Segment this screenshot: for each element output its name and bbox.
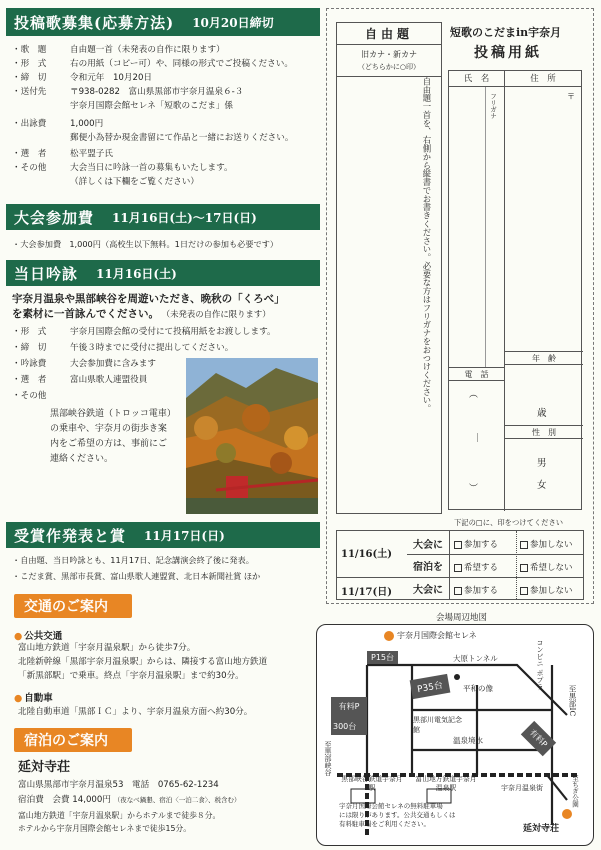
contest-row-value: （詳しくは下欄をご覧ください） xyxy=(70,177,199,187)
map-parking-note1: 宇奈月国際会館セレネの無料駐車場 xyxy=(339,802,443,810)
name-cell[interactable] xyxy=(449,87,505,367)
contest-row-value: 松平盟子氏 xyxy=(70,149,113,159)
checkbox[interactable] xyxy=(520,541,528,549)
contest-row-value: 大会当日に吟詠一首の募集もいたします。 xyxy=(70,163,233,173)
r2-want[interactable] xyxy=(454,561,498,573)
r1-nojoin[interactable] xyxy=(520,538,573,550)
map-onsen-gai: 宇奈月温泉街 xyxy=(501,784,543,792)
lodging-name: 延対寺荘 xyxy=(18,760,71,775)
vertical-note: 自由題一首を、右側から縦書でお書きください。必要な方はフリガナをおつけください。 xyxy=(422,77,432,413)
divider-v xyxy=(449,531,450,599)
transport-header: 交通のご案内 xyxy=(14,594,132,618)
phone-cell[interactable] xyxy=(449,381,505,511)
map-kurobe-ic: 至黒部IC xyxy=(568,685,577,717)
contest-row-value: 右の用紙（コピー可）や、同様の形式でご投稿ください。 xyxy=(70,59,293,69)
entry-header-row xyxy=(449,71,581,87)
map-entaiji: 延対寺荘 xyxy=(523,824,560,834)
awards-header xyxy=(6,522,320,548)
contest-row xyxy=(12,44,225,56)
ginei-row xyxy=(12,390,70,402)
contest-row xyxy=(12,72,152,84)
checkbox[interactable] xyxy=(454,587,462,595)
row1-label: 大会に xyxy=(413,540,443,551)
ginei-row-key: ・選 者 xyxy=(12,375,47,385)
map-paid-p-label: 有料P xyxy=(338,702,360,711)
form-header-line1: 短歌のこだまin宇奈月 xyxy=(450,26,562,39)
fee-line: ・大会参加費 1,000円（高校生以下無料。1日だけの参加も必要です） xyxy=(12,239,279,249)
ginei-title: 当日吟詠 xyxy=(14,264,79,283)
checkbox[interactable] xyxy=(454,564,462,572)
phone-paren-close: ︶ xyxy=(469,484,479,494)
ginei-other-line: 連絡ください。 xyxy=(50,454,114,464)
car-line: 北陸自動車道「黒部ＩＣ」より、宇奈月温泉方面へ約30分。 xyxy=(18,707,253,717)
ginei-row-value: 宇奈月国際会館の受付にて投稿用紙をお渡しします。 xyxy=(70,327,276,337)
map-heiwa: 平和の像 xyxy=(463,684,493,693)
d1-label: 11/16(土) xyxy=(341,549,392,560)
form-header-line2: 投稿用紙 xyxy=(474,45,542,61)
sex-label: 性 別 xyxy=(505,425,583,439)
map-p300: 300台 xyxy=(333,722,357,731)
r1-join[interactable] xyxy=(454,538,498,550)
contest-row-key: ・出詠費 xyxy=(12,119,47,129)
ginei-other-line: 黒部峡谷鉄道（トロッコ電車） xyxy=(50,409,176,419)
awards-title: 受賞作発表と賞 xyxy=(14,526,127,545)
ginei-lead2: を素材に一首詠んでください。 xyxy=(12,308,159,320)
free-title-box xyxy=(336,22,442,514)
contest-row-key: ・歌 題 xyxy=(12,45,47,55)
checkbox[interactable] xyxy=(520,564,528,572)
lodging-header: 宿泊のご案内 xyxy=(14,728,132,752)
contest-row xyxy=(12,86,243,98)
ginei-row-key: ・締 切 xyxy=(12,343,47,353)
map-p15: P15台 xyxy=(367,651,398,664)
map-parking-note3: 有料駐車場をご利用ください。 xyxy=(339,820,430,828)
lodging-access1: 富山地方鉄道「宇奈月温泉駅」からホテルまで徒歩８分。 xyxy=(18,811,221,820)
map-tunnel: 大原トンネル xyxy=(453,654,498,663)
lodging-price: 宿泊費 会費 14,000円 xyxy=(18,795,111,805)
phone-label: 電 話 xyxy=(449,367,505,381)
address-label: 住 所 xyxy=(530,74,556,84)
kana-note: 旧カナ・新カナ xyxy=(361,50,417,59)
contest-row-key: ・その他 xyxy=(12,163,47,173)
row2-label: 宿泊を xyxy=(413,562,443,573)
map-onsen-street: 温泉境水 xyxy=(453,736,483,745)
entry-table xyxy=(448,70,582,510)
contest-row-value: 令和元年 10月20日 xyxy=(70,73,153,83)
ginei-header xyxy=(6,260,320,286)
contest-title: 投稿歌募集(応募方法) xyxy=(14,13,175,32)
contest-row xyxy=(12,162,233,174)
ginei-row xyxy=(12,326,276,338)
r1-join-text: 参加する xyxy=(464,540,499,550)
lodging-price-note: （夜なべ鍋懇、宿泊〈一泊二食〉、税含む） xyxy=(113,796,241,804)
public-line-2: 「新黒部駅」で乗車。終点「宇奈月温泉駅」まで約30分。 xyxy=(18,671,244,681)
r1-nojoin-text: 参加しない xyxy=(530,540,573,550)
lodging-price-wrap xyxy=(18,794,240,806)
r3-nojoin[interactable] xyxy=(520,584,573,596)
form-instruction: 下記の□に、印をつけてください xyxy=(454,518,564,527)
free-title-writing-area[interactable] xyxy=(343,77,419,507)
fee-title: 大会参加費 xyxy=(14,208,95,227)
divider-2 xyxy=(337,577,583,578)
awards-line2: ・こだま賞、黒部市長賞、富山県歌人連盟賞、北日本新聞社賞 ほか xyxy=(12,571,261,581)
ginei-row xyxy=(12,342,233,354)
map-bunko: 至ちぎ公園 xyxy=(571,775,579,808)
schedule-table xyxy=(336,530,584,600)
ginei-row-value: 富山県歌人連盟役員 xyxy=(70,375,148,385)
ginei-other-line: の乗車や、宇奈月の街歩き案 xyxy=(50,424,167,434)
r3-join-text: 参加する xyxy=(464,586,499,596)
contest-row-value: 自由題一首（未発表の自作に限ります） xyxy=(70,45,225,55)
phone-paren-open: ︵ xyxy=(469,390,479,400)
kana-sub: （どちらかに○印） xyxy=(357,63,421,71)
map-kurobegawa: 黒部川電気記念館 xyxy=(413,716,462,734)
map xyxy=(316,624,594,846)
contest-deadline: 10月20日締切 xyxy=(192,15,274,30)
ginei-other-line: 内をご希望の方は、事前にご xyxy=(50,439,168,449)
contest-row-key: ・形 式 xyxy=(12,59,47,69)
contest-row xyxy=(12,148,113,160)
age-unit: 歳 xyxy=(537,408,547,419)
furigana-divider xyxy=(485,87,486,367)
public-transport-label: ● 公共交通 xyxy=(14,628,62,642)
contest-row xyxy=(12,132,293,144)
contest-row-key: ・締 切 xyxy=(12,73,47,83)
contest-row xyxy=(12,118,103,130)
female-option[interactable]: 女 xyxy=(537,480,547,491)
divider-v2 xyxy=(516,531,517,599)
autumn-photo-svg xyxy=(186,358,318,514)
public-line-0: 富山地方鉄道「宇奈月温泉駅」から徒歩7分。 xyxy=(18,643,196,653)
autumn-photo xyxy=(186,358,318,514)
fee-date: 11月16日(土)～17日(日) xyxy=(112,210,257,225)
contest-row xyxy=(12,176,199,188)
address-cell[interactable] xyxy=(505,87,581,511)
divider-1 xyxy=(407,554,583,555)
ginei-row-key: ・その他 xyxy=(12,391,47,401)
ginei-lead2-note: （未発表の自作に限ります） xyxy=(161,309,271,319)
ginei-row-value: 午後３時までに受付に提出してください。 xyxy=(70,343,234,353)
age-label: 年 齢 xyxy=(505,351,583,365)
r2-nowant[interactable] xyxy=(520,561,573,573)
map-convenience: コンビニ ポプラ xyxy=(536,639,544,691)
contest-row-value: 1,000円 xyxy=(70,119,104,129)
contest-row xyxy=(12,58,293,70)
checkbox[interactable] xyxy=(520,587,528,595)
r3-nojoin-text: 参加しない xyxy=(530,586,573,596)
checkbox[interactable] xyxy=(454,541,462,549)
age-cell[interactable] xyxy=(505,365,583,425)
row3-label: 大会に xyxy=(413,585,443,596)
map-kk-station: 黒部峡谷鉄道宇奈月駅 xyxy=(341,775,403,792)
d2-label: 11/17(日) xyxy=(341,587,392,598)
postal-mark: 〒 xyxy=(567,92,575,101)
ginei-date: 11月16日(土) xyxy=(96,266,177,281)
map-title: 会場周辺地図 xyxy=(436,613,488,623)
map-parking-note2: には限りがあります。公共交通もしくは xyxy=(339,811,456,819)
free-title-label: 自由題 xyxy=(337,23,441,45)
ginei-row-value: 大会参加費に含みます xyxy=(70,359,156,369)
awards-date: 11月17日(日) xyxy=(144,528,225,543)
contest-row-key: ・送付先 xyxy=(12,87,47,97)
r2-want-text: 希望する xyxy=(464,563,499,573)
r2-nowant-text: 希望しない xyxy=(530,563,573,573)
furigana-label: フリガナ xyxy=(489,93,497,119)
car-label: ● 自動車 xyxy=(14,690,53,704)
public-line-1: 北陸新幹線「黒部宇奈月温泉駅」からは、隣接する富山地方鉄道 xyxy=(18,657,268,667)
contest-row-value: 郵便小為替か現金書留にて作品と一緒にお送りください。 xyxy=(70,133,294,143)
ginei-lead1: 宇奈月温泉や黒部峡谷を周遊いただき、晩秋の「くろべ」 xyxy=(12,293,285,305)
map-chitetsu-station: 富山地方鉄道宇奈月温泉駅 xyxy=(415,775,477,792)
lodging-access2: ホテルから宇奈月国際会館セレネまで徒歩15分。 xyxy=(18,824,192,833)
contest-row-key: ・選 者 xyxy=(12,149,47,159)
awards-line1: ・自由題、当日吟詠とも、11月17日、記念講演会終了後に発表。 xyxy=(12,555,254,565)
contest-row-value: 宇奈月国際会館セレネ「短歌のこだま」係 xyxy=(70,101,234,111)
ginei-row xyxy=(12,374,147,386)
phone-dash: ｜ xyxy=(473,434,483,444)
map-serene-label: 宇奈月国際会館セレネ xyxy=(397,631,477,640)
ginei-row-key: ・形 式 xyxy=(12,327,47,337)
name-label: 氏 名 xyxy=(449,71,505,86)
r3-join[interactable] xyxy=(454,584,498,596)
map-p35: P35台 xyxy=(410,674,451,699)
ginei-row-key: ・吟詠費 xyxy=(12,359,47,369)
map-paid-p2: 有料P xyxy=(521,721,556,756)
ginei-row xyxy=(12,358,156,370)
fee-header xyxy=(6,204,320,230)
map-keikoku: 至黒部峡谷 xyxy=(324,741,332,776)
ginei-lead2-wrap xyxy=(12,307,271,322)
lodging-address: 富山県黒部市宇奈月温泉53 電話 0765-62-1234 xyxy=(18,780,219,790)
contest-row xyxy=(12,100,233,112)
contest-row-value: 〒938-0282 富山県黒部市宇奈月温泉６-３ xyxy=(70,87,244,97)
contest-header xyxy=(6,8,320,36)
male-option[interactable]: 男 xyxy=(537,458,547,469)
